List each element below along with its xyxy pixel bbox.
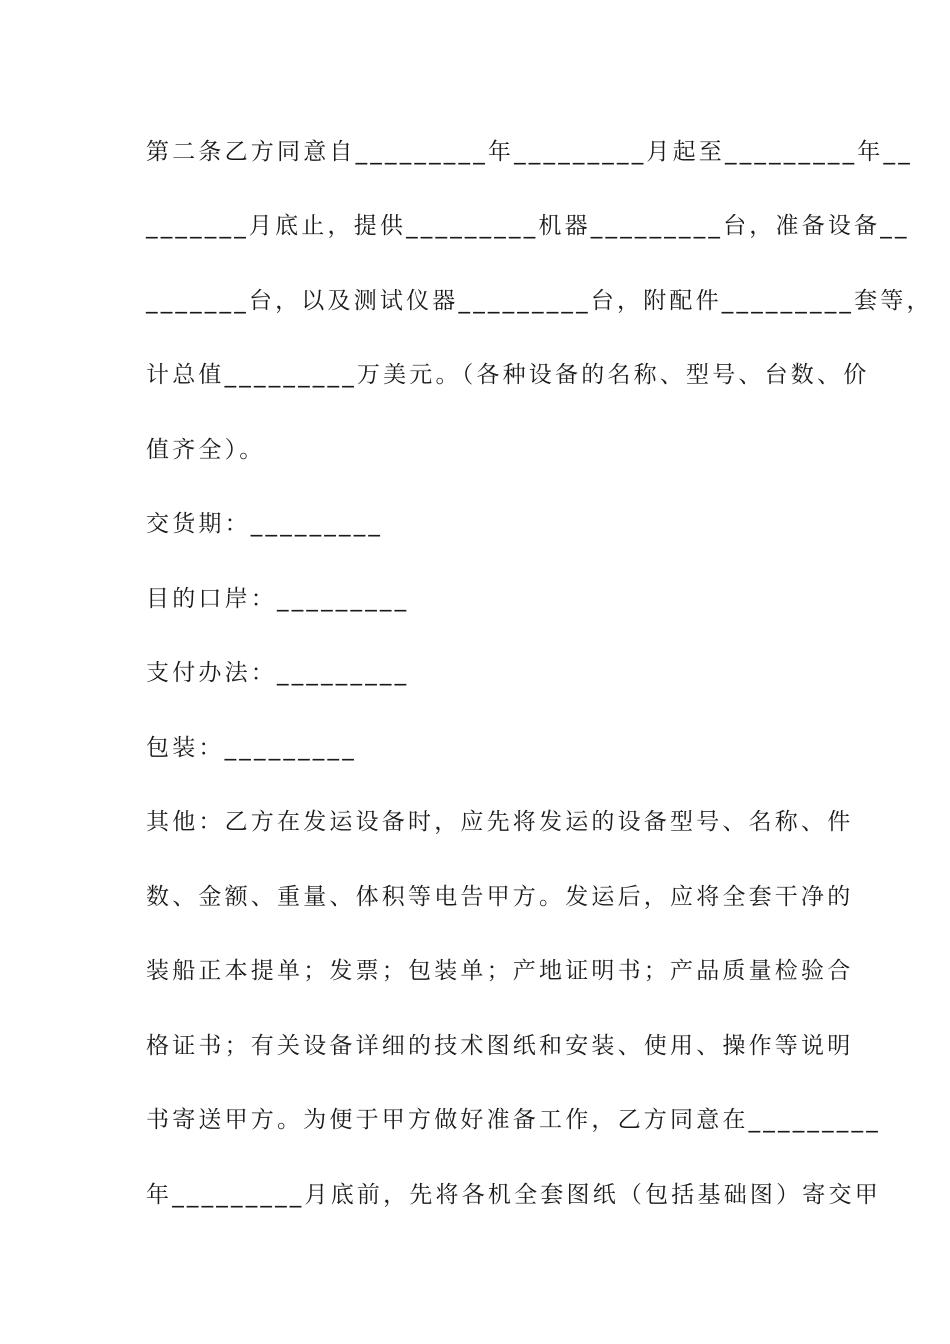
- text-line: _______台，以及测试仪器_________台，附配件_________套等，: [146, 288, 933, 314]
- text-line: 支付办法：_________: [146, 660, 410, 686]
- text-line: 格证书；有关设备详细的技术图纸和安装、使用、操作等说明: [146, 1033, 854, 1059]
- text-line: 目的口岸：_________: [146, 586, 410, 612]
- text-line: 计总值_________万美元。（各种设备的名称、型号、台数、价: [146, 362, 870, 388]
- text-line: 数、金额、重量、体积等电告甲方。发运后，应将全套干净的: [146, 884, 854, 910]
- text-line: 年_________月底前，先将各机全套图纸（包括基础图）寄交甲: [146, 1182, 881, 1208]
- text-line: _______月底止，提供_________机器_________台，准备设备__: [146, 213, 910, 239]
- text-line: 第二条乙方同意自_________年_________月起至_________年__: [146, 139, 913, 165]
- text-line: 书寄送甲方。为便于甲方做好准备工作，乙方同意在_________: [146, 1107, 881, 1133]
- text-line: 装船正本提单；发票；包装单；产地证明书；产品质量检验合: [146, 958, 854, 984]
- text-line: 值齐全）。: [146, 437, 266, 463]
- text-line: 其他：乙方在发运设备时，应先将发运的设备型号、名称、件: [146, 809, 854, 835]
- text-line: 包装：_________: [146, 735, 357, 761]
- text-line: 交货期：_________: [146, 511, 384, 537]
